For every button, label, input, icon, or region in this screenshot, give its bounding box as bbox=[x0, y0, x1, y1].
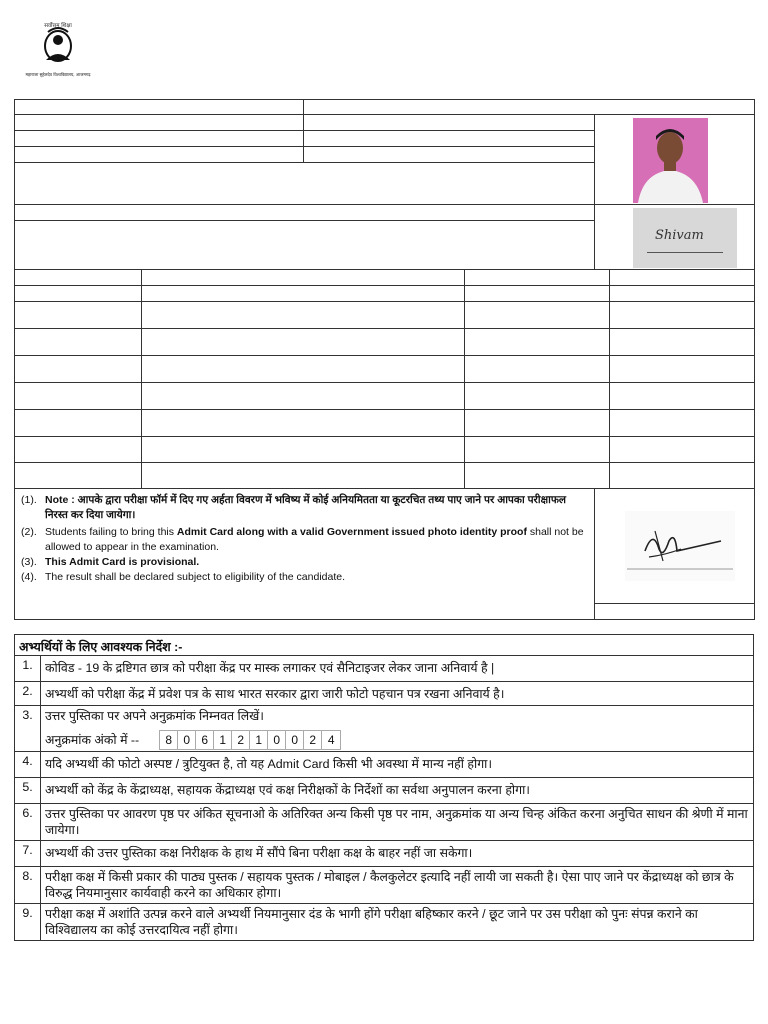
instruction-text: यदि अभ्यर्थी की फोटो अस्पष्ट / त्रुटियुक्त है, तो यह Admit Card किसी भी अवस्था में मान्य नहीं होगा। bbox=[45, 757, 493, 771]
instruction-item bbox=[14, 840, 754, 867]
roll-number-boxes bbox=[159, 730, 341, 750]
instruction-item bbox=[14, 681, 754, 706]
instruction-text: परीक्षा कक्ष में किसी प्रकार की पाठ्य पुस्तक / सहायक पुस्तक / मोबाइल / कैलकुलेटर इत्यादि नहीं लायी जा सकती है। ऐसा पाए जाने पर केंद्राध्यक्ष को छात्र के विरुद्ध नियमानुसार कार्यवाही करने का अधिकार होगा। bbox=[45, 870, 734, 900]
note-text: The result shall be declared subject to eligibility of the candidate. bbox=[45, 571, 346, 583]
instruction-number: 3. bbox=[15, 706, 41, 751]
instruction-item bbox=[14, 803, 754, 841]
row-divider bbox=[14, 462, 755, 463]
note-bold-text: This Admit Card is provisional. bbox=[45, 556, 200, 568]
row-divider bbox=[14, 355, 755, 356]
instruction-text: उत्तर पुस्तिका पर अपने अनुक्रमांक निम्नवत लिखें। bbox=[45, 709, 264, 723]
controller-signature-frame bbox=[594, 488, 755, 604]
roll-number-row bbox=[45, 730, 341, 750]
row-divider bbox=[14, 328, 755, 329]
logo-caption-bottom: महाराजा सुहेलदेव विश्वविद्यालय, आजमगढ़ bbox=[25, 72, 91, 77]
instruction-item bbox=[14, 903, 754, 941]
detail-value-cell bbox=[303, 114, 595, 131]
candidate-signature-image bbox=[633, 208, 737, 268]
roll-digit: 1 bbox=[214, 731, 232, 749]
candidate-signature-text: Shivam bbox=[655, 228, 704, 243]
detail-address-cell bbox=[14, 162, 595, 205]
instruction-text: कोविड - 19 के द्रष्टिगत छात्र को परीक्षा केंद्र पर मास्क लगाकर एवं सैनिटाइजर लेकर जाना अनिवार्य है | bbox=[45, 661, 495, 675]
note-item bbox=[21, 555, 588, 570]
note-number: (1). bbox=[21, 494, 37, 506]
row-divider bbox=[14, 285, 755, 286]
note-item bbox=[21, 570, 588, 585]
instruction-item bbox=[14, 705, 754, 752]
note-text: आपके द्वारा परीक्षा फॉर्म में दिए गए अर्हता विवरण में भविष्य में कोई अनियमितता या कूटरचित तथ्य पाए जाने पर आपका परीक्षाफल निरस्त कर दिया जायेगा। bbox=[45, 494, 567, 521]
roll-digit: 4 bbox=[327, 733, 335, 747]
detail-label-cell bbox=[14, 99, 304, 115]
detail-value-cell bbox=[303, 146, 595, 163]
instruction-text: अभ्यर्थी को परीक्षा केंद्र में प्रवेश पत्र के साथ भारत सरकार द्वारा जारी फोटो पहचान पत्र रखना अनिवार्य है। bbox=[45, 687, 505, 701]
candidate-photo bbox=[633, 118, 708, 203]
instruction-text: उत्तर पुस्तिका पर आवरण पृष्ठ पर अंकित सूचनाओ के अतिरिक्त अन्य किसी पृष्ठ पर नाम, अनुक्रमांक या अन्य चिन्ह अंकित करना अनुचित साधन की श्रेणी में माना जायेगा। bbox=[45, 807, 748, 837]
row-divider bbox=[14, 382, 755, 383]
instructions-heading: अभ्यर्थियों के लिए आवश्यक निर्देश :- bbox=[14, 634, 754, 656]
note-number: (3). bbox=[21, 556, 37, 568]
note-bold-text: Admit Card along with a valid Government issued photo identity proof bbox=[176, 526, 527, 538]
instruction-item bbox=[14, 751, 754, 778]
detail-value-cell bbox=[14, 220, 595, 270]
instruction-number: 2. bbox=[15, 682, 41, 705]
instruction-text: अभ्यर्थी को केंद्र के केंद्राध्यक्ष, सहायक केंद्राध्यक्ष एवं कक्ष निरीक्षकों के निर्देशों का सर्वथा अनुपालन करना होगा। bbox=[45, 783, 530, 797]
candidate-photo-icon bbox=[633, 118, 708, 203]
row-divider bbox=[14, 409, 755, 410]
roll-digit: 2 bbox=[304, 731, 322, 749]
detail-label-cell bbox=[14, 130, 304, 147]
roll-digit: 8 bbox=[160, 731, 178, 749]
instruction-number: 6. bbox=[15, 804, 41, 840]
roll-digit: 1 bbox=[250, 731, 268, 749]
signature-caption-cell bbox=[594, 603, 755, 620]
instruction-number: 4. bbox=[15, 752, 41, 777]
controller-signature-icon bbox=[625, 511, 735, 581]
row-divider bbox=[14, 436, 755, 437]
subjects-table-border bbox=[14, 269, 755, 489]
instruction-number: 5. bbox=[15, 778, 41, 803]
detail-value-cell bbox=[303, 130, 595, 147]
notes-box bbox=[14, 488, 595, 620]
roll-digit: 0 bbox=[178, 731, 196, 749]
detail-value-cell bbox=[303, 99, 755, 115]
instruction-item bbox=[14, 866, 754, 904]
instruction-item bbox=[14, 777, 754, 804]
roll-digit: 6 bbox=[196, 731, 214, 749]
column-divider bbox=[464, 269, 465, 489]
instruction-number: 8. bbox=[15, 867, 41, 903]
university-emblem-icon bbox=[24, 18, 92, 84]
instruction-item bbox=[14, 655, 754, 682]
candidate-signature-frame bbox=[594, 204, 755, 270]
instruction-text: अभ्यर्थी की उत्तर पुस्तिका कक्ष निरीक्षक के हाथ में सौंपे बिना परीक्षा कक्ष के बाहर नहीं जा सकेगा। bbox=[45, 846, 473, 860]
note-item bbox=[21, 525, 588, 555]
instruction-number: 7. bbox=[15, 841, 41, 866]
logo-caption-top: सर्वोत्तम शिक्षा bbox=[44, 23, 72, 29]
column-divider bbox=[141, 269, 142, 489]
instruction-number: 1. bbox=[15, 656, 41, 681]
detail-label-cell bbox=[14, 204, 595, 221]
roll-digit: 0 bbox=[268, 731, 286, 749]
note-item bbox=[21, 493, 588, 523]
note-lead: Note : bbox=[45, 494, 78, 506]
instruction-text: परीक्षा कक्ष में अशांति उत्पन्न करने वाले अभ्यर्थी नियमानुसार दंड के भागी होंगे परीक्षा बहिष्कार करने / छूट जाने पर उस परीक्षा को पुनः संपन्न कराने का विश्विद्यालय का कोई उत्तरदायित्व नहीं होगा। bbox=[45, 907, 698, 937]
roll-digit: 0 bbox=[286, 731, 304, 749]
note-text: Students failing to bring this bbox=[45, 526, 177, 538]
signature-underline bbox=[647, 252, 723, 253]
detail-label-cell bbox=[14, 146, 304, 163]
note-number: (4). bbox=[21, 571, 37, 583]
instruction-number: 9. bbox=[15, 904, 41, 940]
row-divider bbox=[14, 301, 755, 302]
roll-digit: 2 bbox=[232, 731, 250, 749]
note-text: shall not be allowed to appear in the examination. bbox=[45, 526, 584, 553]
university-logo bbox=[24, 18, 92, 84]
column-divider bbox=[609, 269, 610, 489]
roll-number-label: अनुक्रमांक अंको में -- bbox=[45, 733, 140, 747]
photo-frame bbox=[594, 114, 755, 205]
detail-label-cell bbox=[14, 114, 304, 131]
note-number: (2). bbox=[21, 526, 37, 538]
